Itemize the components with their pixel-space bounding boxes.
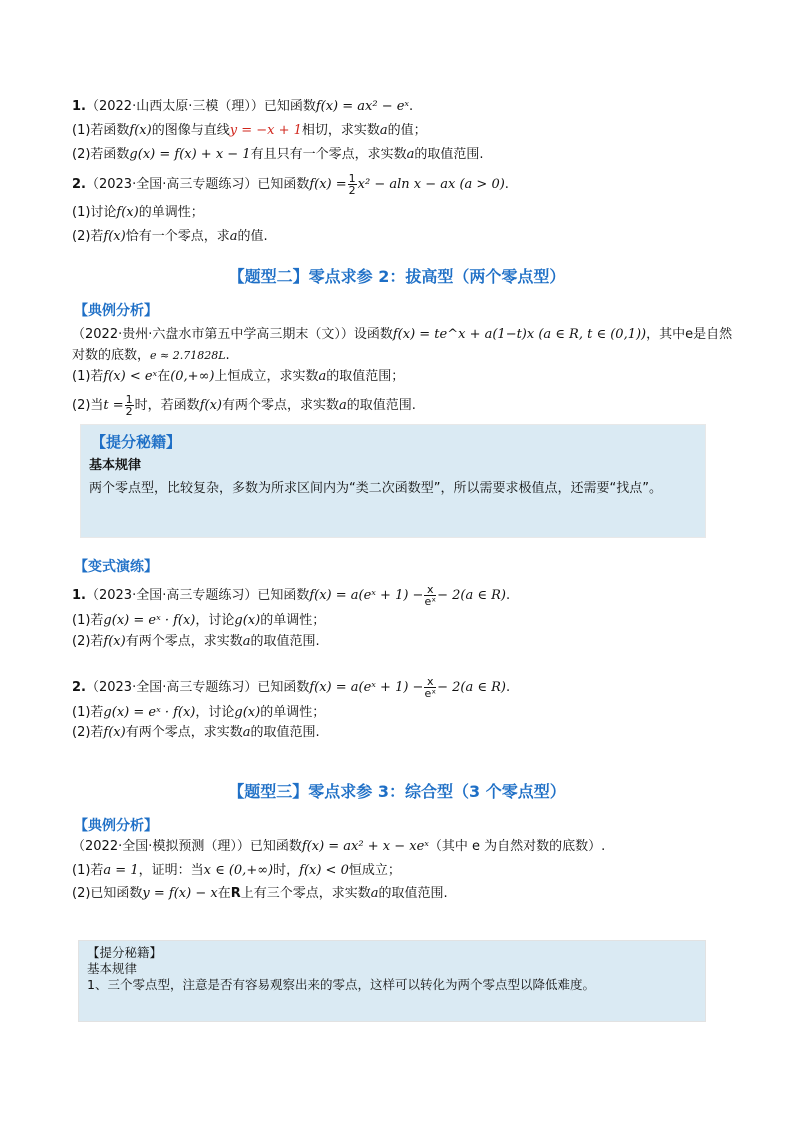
practice-2-part-1: (1)若g(x) = eˣ · f(x)，讨论g(x)的单调性； (72, 705, 326, 720)
fraction: $\frac{1}{2}$ (125, 393, 133, 418)
fraction: $\frac{x}{\text{eˣ}}$ (424, 583, 437, 608)
problem-1-part-2: (2)若函数g(x) = f(x) + x − 1有且只有一个零点，求实数a的取值范围. (72, 147, 484, 162)
example-2-part-1: (1)若f(x) < eˣ在(0,+∞)上恒成立，求实数a的取值范围； (72, 369, 405, 384)
practice-label: 【变式演练】 (74, 559, 158, 575)
section-title-type-3: 【题型三】零点求参 3：综合型（3 个零点型） (228, 782, 566, 801)
tip-box (80, 424, 706, 538)
example-2-stem-line-2: 对数的底数，e ≈ 2.71828L. (72, 348, 230, 363)
fraction: $\frac{x}{\text{eˣ}}$ (424, 675, 437, 700)
problem-2-part-2: (2)若f(x)恰有一个零点，求a的值. (72, 229, 268, 244)
practice-1-part-1: (1)若g(x) = eˣ · f(x)，讨论g(x)的单调性； (72, 613, 326, 628)
example-analysis-label: 【典例分析】 (74, 303, 158, 319)
tip-title: 【提分秘籍】 (91, 433, 182, 451)
tip-title: 【提分秘籍】 (87, 945, 163, 960)
practice-1-part-2: (2)若f(x)有两个零点，求实数a的取值范围. (72, 634, 320, 649)
tip-body: 1、三个零点型，注意是否有容易观察出来的零点，这样可以转化为两个零点型以降低难度。 (87, 977, 595, 992)
example-2-part-2: (2)当t = $\frac{1}{2}$ 时，若函数f(x)有两个零点，求实数a的取值范围. (72, 393, 416, 418)
tip-subtitle: 基本规律 (89, 458, 142, 473)
tip-box (78, 940, 706, 1022)
problem-1-part-1: (1)若函数f(x)的图像与直线y = −x + 1相切，求实数a的值； (72, 123, 427, 138)
problem-1-stem: 1.（2022·山西太原·三模（理））已知函数f(x) = ax² − eˣ. (72, 99, 414, 114)
example-3-stem: （2022·全国·模拟预测（理））已知函数f(x) = ax² + x − xeˣ（其中 e 为自然对数的底数）. (72, 839, 606, 854)
example-3-part-1: (1)若a = 1，证明：当x ∈ (0,+∞)时，f(x) < 0恒成立； (72, 863, 401, 878)
example-2-stem: （2022·贵州·六盘水市第五中学高三期末（文））设函数f(x) = te^x + a(1−t)x (a ∈ R, t ∈ (0,1))，其中e是自然 (72, 327, 733, 342)
problem-2-stem: 2.（2023·全国·高三专题练习）已知函数f(x) = $\frac{1}{2}$ x² − aln x − ax (a > 0). (72, 172, 509, 197)
tip-body: 两个零点型，比较复杂，多数为所求区间内为“类二次函数型”，所以需要求极值点，还需要“找点”。 (89, 481, 662, 496)
tip-subtitle: 基本规律 (87, 961, 138, 976)
section-title-type-2: 【题型二】零点求参 2：拔高型（两个零点型） (228, 267, 566, 286)
example-3-part-2: (2)已知函数y = f(x) − x在R上有三个零点，求实数a的取值范围. (72, 886, 448, 901)
practice-1-stem: 1.（2023·全国·高三专题练习）已知函数f(x) = a(eˣ + 1) − $\frac{x}{\text{eˣ}}$ − 2(a ∈ R). (72, 583, 511, 608)
fraction: $\frac{1}{2}$ (348, 172, 356, 197)
practice-2-stem: 2.（2023·全国·高三专题练习）已知函数f(x) = a(eˣ + 1) − $\frac{x}{\text{eˣ}}$ − 2(a ∈ R). (72, 675, 511, 700)
practice-2-part-2: (2)若f(x)有两个零点，求实数a的取值范围. (72, 725, 320, 740)
example-analysis-label: 【典例分析】 (74, 818, 158, 834)
problem-2-part-1: (1)讨论f(x)的单调性； (72, 205, 204, 220)
